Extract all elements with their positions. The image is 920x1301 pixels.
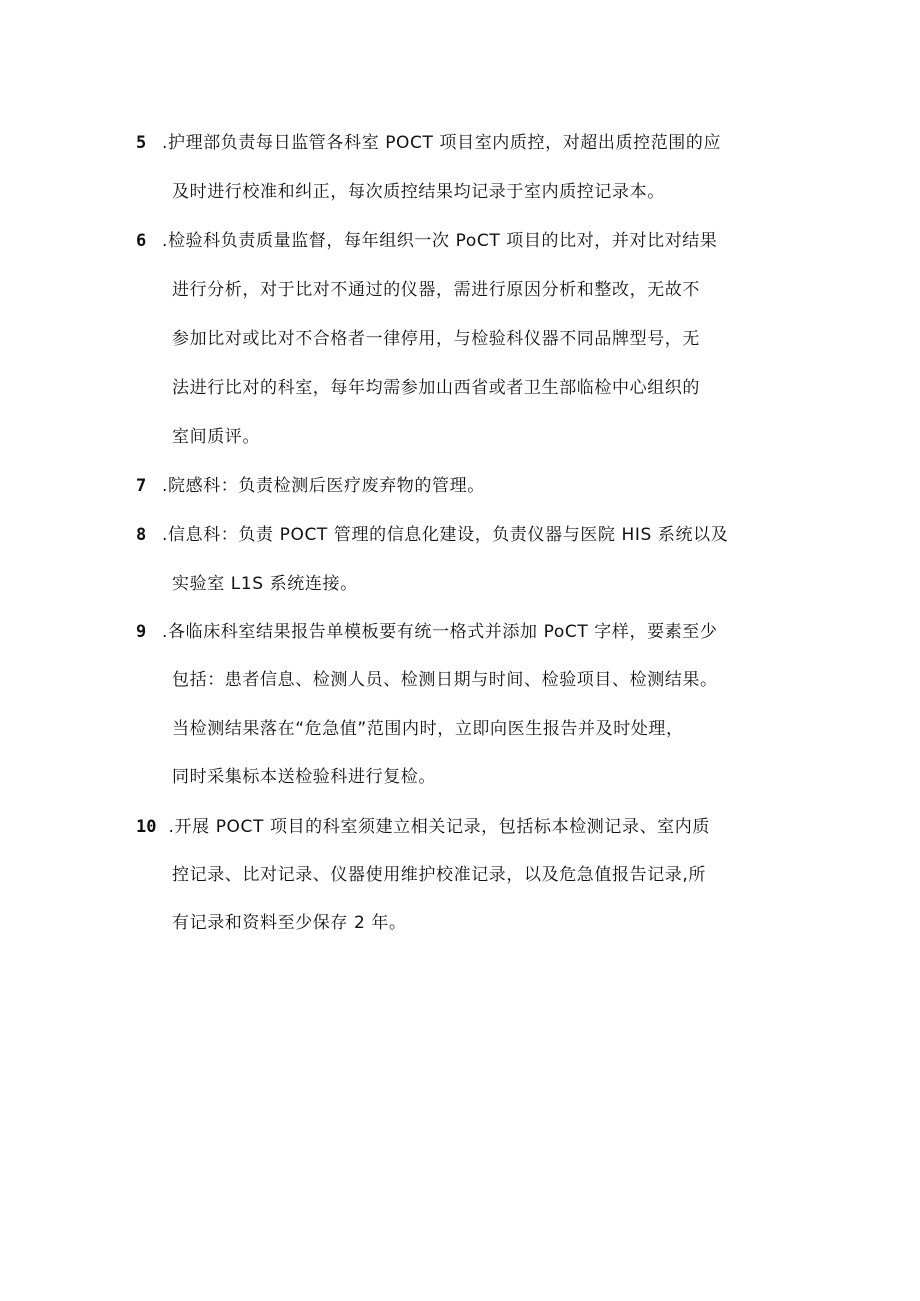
item-text-line: .信息科：负责 POCT 管理的信息化建设，负责仪器与医院 HIS 系统以及 [162, 525, 729, 545]
item-text-line: .各临床科室结果报告单模板要有统一格式并添加 PoCT 字样，要素至少 [162, 622, 718, 642]
item-text-line: .检验科负责质量监督，每年组织一次 PoCT 项目的比对，并对比对结果 [162, 231, 718, 251]
item-text-line: 法进行比对的科室，每年均需参加山西省或者卫生部临检中心组织的 [172, 378, 700, 398]
item-text-line: 包括：患者信息、检测人员、检测日期与时间、检验项目、检测结果。 [172, 670, 718, 690]
item-text-line: 实验室 L1S 系统连接。 [172, 574, 358, 594]
item-number: 5 [136, 133, 147, 153]
item-text-line: 控记录、比对记录、仪器使用维护校准记录，以及危急值报告记录,所 [172, 865, 707, 885]
item-text-line: 参加比对或比对不合格者一律停用，与检验科仪器不同品牌型号，无 [172, 329, 700, 349]
item-number: 10 [136, 817, 157, 837]
item-text-line: 同时采集标本送检验科进行复检。 [172, 767, 436, 787]
item-number: 6 [136, 231, 147, 251]
item-text-line: .护理部负责每日监管各科室 POCT 项目室内质控，对超出质控范围的应 [162, 133, 722, 153]
item-text-line: 及时进行校准和纠正，每次质控结果均记录于室内质控记录本。 [172, 182, 665, 202]
item-text-line: 进行分析，对于比对不通过的仪器，需进行原因分析和整改，无故不 [172, 280, 700, 300]
item-text-line: .院感科：负责检测后医疗废弃物的管理。 [162, 476, 485, 496]
item-number: 8 [136, 525, 147, 545]
item-text-line: 当检测结果落在“危急值”范围内时，立即向医生报告并及时处理， [172, 719, 684, 739]
item-text-line: 室间质评。 [172, 427, 260, 447]
item-number: 7 [136, 476, 147, 496]
item-text-line: .开展 POCT 项目的科室须建立相关记录，包括标本检测记录、室内质 [168, 817, 710, 837]
item-number: 9 [136, 622, 147, 642]
item-text-line: 有记录和资料至少保存 2 年。 [172, 913, 407, 933]
